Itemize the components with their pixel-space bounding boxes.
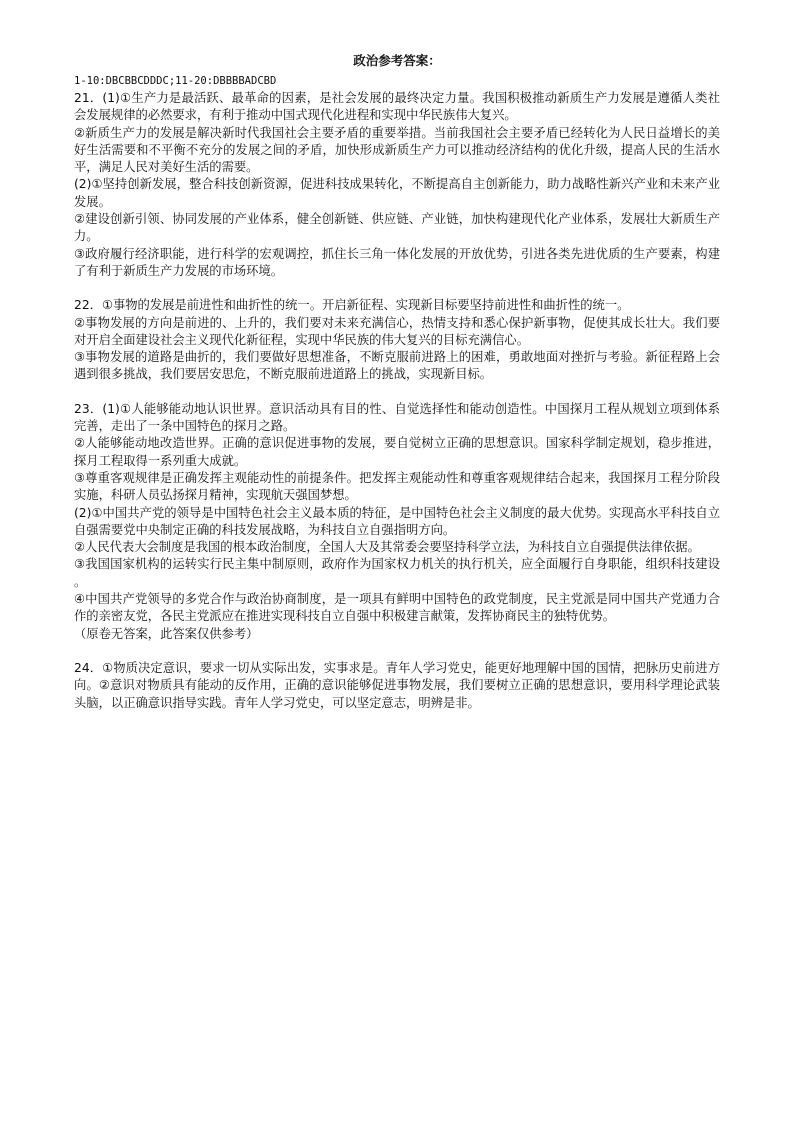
answer-paragraph: (2)①坚持创新发展，整合科技创新资源，促进科技成果转化，不断提高自主创新能力，助力战略性新兴产业和未来产业发展。	[74, 177, 720, 209]
question-21-answer	[74, 90, 720, 280]
answer-paragraph: ④中国共产党领导的多党合作与政治协商制度，是一项具有鲜明中国特色的政党制度，民主党派是同中国共产党通力合作的亲密友党，各民主党派应在推进实现科技自立自强中积极建言献策，发挥协商民主的独特优势。	[74, 592, 720, 624]
question-22-answer	[74, 297, 720, 383]
answer-paragraph: ③尊重客观规律是正确发挥主观能动性的前提条件。把发挥主观能动性和尊重客观规律结合起来，我国探月工程分阶段实施，科研人员弘扬探月精神，实现航天强国梦想。	[74, 470, 720, 503]
answer-paragraph: 21．(1)①生产力是最活跃、最革命的因素，是社会发展的最终决定力量。我国积极推动新质生产力发展是遵循人类社会发展规律的必然要求，有利于推动中国式现代化进程和实现中华民族伟大复兴。	[74, 91, 720, 123]
document-title: 政治参考答案：	[353, 53, 441, 68]
answer-paragraph: ②新质生产力的发展是解决新时代我国社会主要矛盾的重要举措。当前我国社会主要矛盾已经转化为人民日益增长的美好生活需要和不平衡不充分的发展之间的矛盾，加快形成新质生产力可以推动经济结构的优化升级，提高人民的生活水平，满足人民对美好生活的需要。	[74, 125, 720, 175]
answer-paragraph: 24．①物质决定意识，要求一切从实际出发，实事求是。青年人学习党史，能更好地理解中国的国情，把脉历史前进方向。②意识对物质具有能动的反作用，正确的意识能够促进事物发展，我们要树立正确的思想意识，要用科学理论武装头脑，以正确意识指导实践。青年人学习党史，可以坚定意志，明辨是非。	[74, 660, 720, 710]
answer-paragraph: ②人能够能动地改造世界。正确的意识促进事物的发展，要自觉树立正确的思想意识。国家科学制定规划，稳步推进，探月工程取得一系列重大成就。	[74, 436, 720, 468]
choice-answer-key: 1-10:DBCBBCDDDC;11-20:DBBBBADCBD	[74, 75, 277, 87]
answer-paragraph: ③我国国家机构的运转实行民主集中制原则，政府作为国家权力机关的执行机关，应全面履行自身职能，组织科技建设。	[74, 557, 720, 589]
answer-paragraph: 23．(1)①人能够能动地认识世界。意识活动具有目的性、自觉选择性和能动创造性。中国探月工程从规划立项到体系完善，走出了一条中国特色的探月之路。	[74, 401, 720, 434]
answer-paragraph: ③事物发展的道路是曲折的，我们要做好思想准备，不断克服前进路上的困难，勇敢地面对挫折与考验。新征程路上会遇到很多挑战，我们要居安思危，不断克服前进道路上的挑战，实现新目标。	[74, 350, 720, 382]
answer-paragraph: 22．①事物的发展是前进性和曲折性的统一。开启新征程、实现新目标要坚持前进性和曲折性的统一。	[74, 298, 630, 313]
question-23-answer	[74, 401, 720, 643]
answer-paragraph: ②建设创新引领、协同发展的产业体系，健全创新链、供应链、产业链，加快构建现代化产业体系，发展壮大新质生产力。	[74, 212, 720, 244]
answer-paragraph: ②人民代表大会制度是我国的根本政治制度，全国人大及其常委会要坚持科学立法，为科技自立自强提供法律依据。	[74, 540, 700, 555]
answer-document	[74, 52, 720, 712]
reference-note: （原卷无答案，此答案仅供参考）	[74, 626, 259, 641]
answer-paragraph: ②事物发展的方向是前进的、上升的，我们要对未来充满信心，热情支持和悉心保护新事物，促使其成长壮大。我们要对开启全面建设社会主义现代化新征程，实现中华民族的伟大复兴的目标充满信心。	[74, 315, 720, 347]
question-24-answer	[74, 660, 720, 712]
answer-paragraph: ③政府履行经济职能，进行科学的宏观调控，抓住长三角一体化发展的开放优势，引进各类先进优质的生产要素，构建了有利于新质生产力发展的市场环境。	[74, 246, 720, 278]
answer-paragraph: (2)①中国共产党的领导是中国特色社会主义最本质的特征，是中国特色社会主义制度的最大优势。实现高水平科技自立自强需要党中央制定正确的科技发展战略，为科技自立自强指明方向。	[74, 505, 720, 537]
